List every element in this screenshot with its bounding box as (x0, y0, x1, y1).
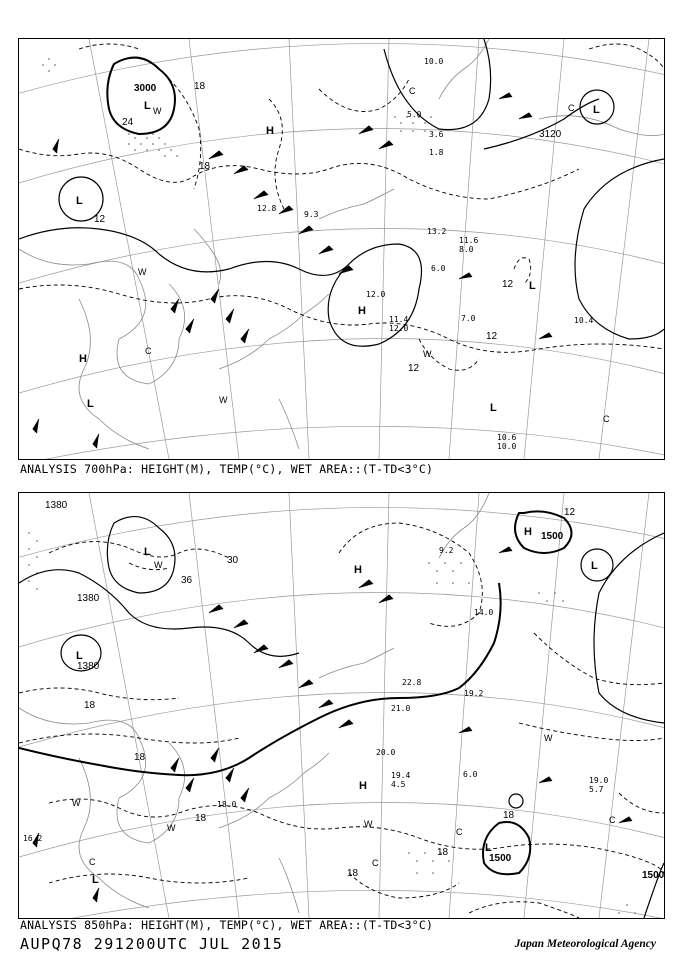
station-value: 4.5 (391, 780, 406, 789)
low-center: L (593, 104, 600, 116)
low-center: L (485, 842, 492, 854)
contour-label-1500: 1500 (489, 853, 512, 864)
warm-center: W (154, 560, 163, 570)
chart-code-and-valid-time: AUPQ78 291200UTC JUL 2015 (20, 935, 284, 953)
contour-label-12: 12 (94, 214, 106, 225)
station-value: 10.0 (424, 57, 444, 66)
contour-label-30: 30 (227, 555, 239, 566)
pressure-centers (76, 100, 600, 414)
station-value: 5.7 (589, 785, 604, 794)
map-panel-850hpa (18, 492, 665, 919)
contour-label-1500: 1500 (541, 531, 564, 542)
contour-label-1380: 1380 (77, 593, 100, 604)
station-value: 9.2 (439, 546, 454, 555)
graticule (19, 39, 664, 459)
station-value: 20.0 (376, 748, 396, 757)
contour-label-12: 12 (408, 363, 420, 374)
low-center: L (490, 402, 497, 414)
station-value: 11.4 (389, 315, 409, 324)
contour-label-18: 18 (199, 161, 211, 172)
high-center: H (266, 125, 274, 137)
cold-center: C (409, 86, 416, 96)
low-center: L (76, 195, 83, 207)
station-value: 13.2 (427, 227, 447, 236)
contour-label-18: 18 (84, 700, 96, 711)
low-center: L (144, 546, 151, 558)
station-value: 6.0 (463, 770, 478, 779)
wind-barbs (33, 93, 552, 448)
station-value: 5.0 (407, 110, 422, 119)
contour-label-36: 36 (181, 575, 193, 586)
high-center: H (359, 780, 367, 792)
station-value: 1.8 (429, 148, 444, 157)
contour-label-18: 18 (437, 847, 449, 858)
station-value: 19.2 (464, 689, 484, 698)
warm-center: W (219, 395, 228, 405)
station-value: 16.2 (23, 834, 43, 843)
wet-area-stipple (28, 532, 636, 914)
station-value: 12.0 (389, 324, 409, 333)
cold-center: C (456, 827, 463, 837)
cold-center: C (603, 414, 610, 424)
contour-label-18: 18 (503, 810, 515, 821)
warm-center: W (364, 819, 373, 829)
map-700hpa (19, 39, 664, 459)
contour-label-12: 12 (486, 331, 498, 342)
pressure-centers (76, 526, 598, 886)
station-value: 3.6 (429, 130, 444, 139)
contour-label-18: 18 (195, 813, 207, 824)
contour-label-18: 18 (134, 752, 146, 763)
station-value: 21.0 (391, 704, 411, 713)
station-value: 12.0 (366, 290, 386, 299)
low-center: L (591, 560, 598, 572)
cold-center: C (145, 346, 152, 356)
station-value: 10.0 (497, 442, 517, 451)
low-center: L (144, 100, 151, 112)
height-contours (19, 39, 664, 346)
station-value: 12.8 (257, 204, 277, 213)
panel-700hpa-caption: ANALYSIS 700hPa: HEIGHT(M), TEMP(°C), WET AREA::(T-TD<3°C) (20, 462, 434, 476)
contour-label-1380: 1380 (45, 500, 68, 511)
cold-center: C (568, 103, 575, 113)
agency-name: Japan Meteorological Agency (514, 938, 656, 950)
warm-center: W (72, 798, 81, 808)
map-panel-700hpa (18, 38, 665, 460)
contour-label-1500: 1500 (642, 870, 664, 881)
contour-label-3000: 3000 (134, 83, 157, 94)
station-value: 19.4 (391, 771, 411, 780)
cold-center: C (372, 858, 379, 868)
low-center: L (76, 650, 83, 662)
contour-label-24: 24 (122, 117, 134, 128)
station-value: 10.6 (497, 433, 517, 442)
warm-center: W (544, 733, 553, 743)
panel-850hpa-caption: ANALYSIS 850hPa: HEIGHT(M), TEMP(°C), WET AREA::(T-TD<3°C) (20, 918, 434, 932)
station-value: 9.3 (304, 210, 319, 219)
thermal-centers (72, 560, 616, 868)
high-center: H (524, 526, 532, 538)
warm-center: W (138, 267, 147, 277)
high-center: H (354, 564, 362, 576)
high-center: H (358, 305, 366, 317)
graticule (19, 493, 664, 918)
station-value: 22.8 (402, 678, 422, 687)
contour-label-3120: 3120 (539, 129, 562, 140)
contour-labels (45, 500, 664, 881)
station-value: 19.0 (589, 776, 609, 785)
height-contours (19, 511, 664, 918)
map-850hpa (19, 493, 664, 918)
contour-label-18: 18 (194, 81, 206, 92)
coastlines (19, 39, 664, 449)
warm-center: W (167, 823, 176, 833)
contour-labels (94, 81, 562, 374)
low-center: L (529, 280, 536, 292)
contour-label-12: 12 (502, 279, 514, 290)
temperature-contours (19, 44, 664, 370)
high-center: H (79, 353, 87, 365)
cold-center: C (609, 815, 616, 825)
contour-label-1380: 1380 (77, 661, 100, 672)
cold-center: C (89, 857, 96, 867)
low-center: L (92, 874, 99, 886)
station-value: 11.6 (459, 236, 479, 245)
contour-label-12: 12 (564, 507, 576, 518)
low-center: L (87, 398, 94, 410)
station-value: 18.0 (217, 800, 237, 809)
station-value: 6.0 (431, 264, 446, 273)
contour-label-18: 18 (347, 868, 359, 879)
station-value: 7.0 (461, 314, 476, 323)
station-value: 14.0 (474, 608, 494, 617)
station-values (257, 57, 593, 451)
station-value: 8.0 (459, 245, 474, 254)
warm-center: W (153, 106, 162, 116)
warm-center: W (423, 349, 432, 359)
station-value: 10.4 (574, 316, 594, 325)
